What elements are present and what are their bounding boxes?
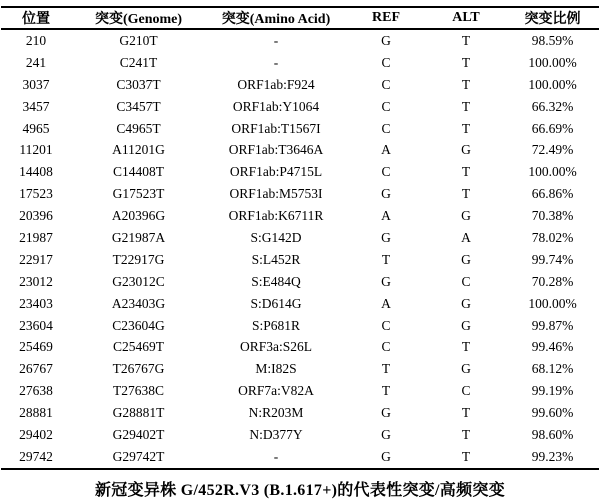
table-cell: 23604 — [19, 317, 53, 333]
table-cell: C3037T — [116, 76, 161, 92]
table-cell: C — [381, 164, 391, 180]
table-cell: 70.38% — [531, 208, 574, 224]
table-cell: 29402 — [19, 426, 53, 442]
table-cell: 99.46% — [531, 339, 574, 355]
table-cell: G17523T — [112, 186, 165, 202]
table-row — [1, 249, 599, 271]
table-cell: T26767G — [112, 361, 165, 377]
table-row — [1, 205, 599, 227]
table-cell: A11201G — [112, 142, 165, 158]
table-cell: 100.00% — [528, 54, 577, 70]
table-cell: 3457 — [22, 98, 50, 114]
table-cell: 17523 — [19, 186, 53, 202]
table-cell: G28881T — [112, 405, 165, 421]
table-cell: A — [381, 208, 391, 224]
table-cell: - — [273, 448, 279, 464]
table-cell: 98.59% — [531, 32, 574, 48]
table-cell: 3037 — [22, 76, 50, 92]
table-cell: T — [461, 405, 471, 421]
table-cell: C14408T — [112, 164, 164, 180]
table-cell: - — [273, 54, 279, 70]
table-cell: 66.86% — [531, 186, 574, 202]
table-cell: 100.00% — [528, 76, 577, 92]
table-cell: 66.69% — [531, 120, 574, 136]
table-cell: 66.32% — [531, 98, 574, 114]
table-cell: T — [461, 54, 471, 70]
table-cell: T — [461, 448, 471, 464]
table-cell: T — [461, 164, 471, 180]
table-cell: 14408 — [19, 164, 53, 180]
table-row — [1, 424, 599, 446]
table-cell: 26767 — [19, 361, 53, 377]
table-cell: T — [381, 361, 391, 377]
header-alt: ALT — [426, 7, 506, 29]
table-cell: 27638 — [19, 383, 53, 399]
table-cell: T — [381, 383, 391, 399]
table-row — [1, 52, 599, 74]
table-cell: S:E484Q — [251, 273, 301, 289]
table-cell: T — [461, 76, 471, 92]
table-row — [1, 358, 599, 380]
table-row — [1, 96, 599, 118]
table-cell: T — [461, 120, 471, 136]
table-cell: A23403G — [111, 295, 166, 311]
table-cell: ORF1ab:F924 — [237, 76, 315, 92]
table-cell: A — [381, 295, 391, 311]
table-row — [1, 161, 599, 183]
table-cell: A20396G — [111, 208, 166, 224]
table-cell: C — [381, 120, 391, 136]
table-cell: 29742 — [19, 448, 53, 464]
table-cell: S:L452R — [251, 251, 301, 267]
table-row — [1, 227, 599, 249]
table-cell: 28881 — [19, 405, 53, 421]
header-ref: REF — [346, 7, 426, 29]
table-cell: C3457T — [116, 98, 161, 114]
table-cell: 20396 — [19, 208, 53, 224]
table-cell: C241T — [119, 54, 158, 70]
table-cell: C — [381, 317, 391, 333]
table-cell: G29742T — [112, 448, 165, 464]
table-row — [1, 336, 599, 358]
table-cell: A — [381, 142, 391, 158]
table-row — [1, 446, 599, 469]
table-header-row — [1, 7, 599, 29]
table-cell: 210 — [25, 32, 47, 48]
table-cell: T — [461, 186, 471, 202]
table-cell: G — [381, 186, 391, 202]
table-row — [1, 74, 599, 96]
table-cell: C — [381, 54, 391, 70]
table-row — [1, 139, 599, 161]
table-cell: S:G142D — [250, 229, 302, 245]
table-cell: 241 — [25, 54, 47, 70]
table-cell: 4965 — [22, 120, 50, 136]
table-cell: ORF1ab:P4715L — [229, 164, 323, 180]
table-row — [1, 118, 599, 140]
table-cell: C25469T — [112, 339, 164, 355]
table-cell: T — [461, 98, 471, 114]
table-cell: G — [381, 405, 391, 421]
table-cell: C — [461, 383, 471, 399]
table-cell: 99.60% — [531, 405, 574, 421]
table-cell: 99.74% — [531, 251, 574, 267]
table-cell: T22917G — [112, 251, 165, 267]
table-cell: G — [381, 273, 391, 289]
table-cell: C — [381, 339, 391, 355]
table-cell: C — [461, 273, 471, 289]
table-cell: S:P681R — [251, 317, 301, 333]
table-cell: 99.87% — [531, 317, 574, 333]
table-cell: G210T — [119, 32, 158, 48]
table-cell: 72.49% — [531, 142, 574, 158]
table-cell: 78.02% — [531, 229, 574, 245]
table-cell: 23012 — [19, 273, 53, 289]
table-cell: 100.00% — [528, 295, 577, 311]
table-row — [1, 402, 599, 424]
table-cell: G — [381, 32, 391, 48]
table-cell: 98.60% — [531, 426, 574, 442]
header-position: 位置 — [1, 7, 71, 29]
table-row — [1, 183, 599, 205]
table-cell: C — [381, 98, 391, 114]
table-cell: G29402T — [112, 426, 165, 442]
table-cell: C23604G — [112, 317, 165, 333]
table-cell: 99.23% — [531, 448, 574, 464]
table-cell: ORF1ab:M5753I — [229, 186, 323, 202]
table-cell: 11201 — [19, 142, 53, 158]
table-row — [1, 380, 599, 402]
table-cell: 21987 — [19, 229, 53, 245]
table-cell: ORF7a:V82A — [238, 383, 314, 399]
table-cell: G — [461, 295, 471, 311]
table-cell: - — [273, 32, 279, 48]
table-cell: T27638C — [112, 383, 164, 399]
table-cell: 22917 — [19, 251, 53, 267]
table-cell: G — [461, 317, 471, 333]
table-cell: G — [461, 251, 471, 267]
table-cell: T — [461, 32, 471, 48]
table-cell: G — [461, 142, 471, 158]
table-cell: T — [381, 251, 391, 267]
table-row — [1, 29, 599, 52]
table-cell: N:R203M — [248, 405, 304, 421]
table-cell: T — [461, 426, 471, 442]
table-cell: ORF1ab:K6711R — [228, 208, 324, 224]
table-cell: T — [461, 339, 471, 355]
header-amino-acid: 突变(Amino Acid) — [206, 7, 346, 29]
table-cell: G21987A — [111, 229, 166, 245]
table-cell: 68.12% — [531, 361, 574, 377]
table-cell: G — [461, 361, 471, 377]
table-cell: G — [381, 229, 391, 245]
table-cell: G — [461, 208, 471, 224]
table-cell: ORF3a:S26L — [239, 339, 312, 355]
table-cell: 25469 — [19, 339, 53, 355]
header-ratio: 突变比例 — [506, 7, 599, 29]
table-cell: N:D377Y — [249, 426, 303, 442]
table-caption: 新冠变异株 G/452R.V3 (B.1.617+)的代表性突变/高频突变 — [95, 481, 505, 499]
mutation-table — [1, 6, 599, 470]
table-cell: G — [381, 448, 391, 464]
table-cell: C4965T — [116, 120, 161, 136]
table-cell: 99.19% — [531, 383, 574, 399]
table-cell: A — [461, 229, 471, 245]
table-cell: ORF1ab:Y1064 — [232, 98, 320, 114]
table-cell: 100.00% — [528, 164, 577, 180]
table-cell: 70.28% — [531, 273, 574, 289]
table-cell: C — [381, 76, 391, 92]
table-cell: G23012C — [112, 273, 165, 289]
table-cell: M:I82S — [255, 361, 297, 377]
table-cell: S:D614G — [250, 295, 302, 311]
table-cell: G — [381, 426, 391, 442]
table-row — [1, 315, 599, 337]
table-row — [1, 293, 599, 315]
table-cell: ORF1ab:T3646A — [228, 142, 324, 158]
table-cell: ORF1ab:T1567I — [231, 120, 321, 136]
table-row — [1, 271, 599, 293]
header-genome: 突变(Genome) — [71, 7, 206, 29]
table-cell: 23403 — [19, 295, 53, 311]
table-body — [1, 29, 599, 469]
